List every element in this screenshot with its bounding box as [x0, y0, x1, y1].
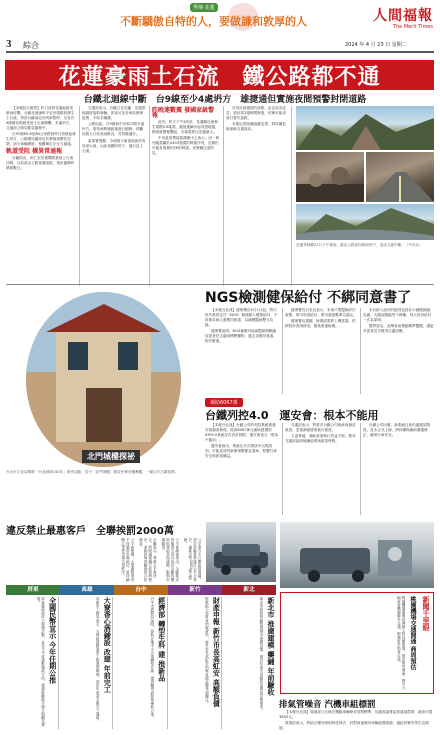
brand-name-en: The Merit Times [392, 24, 433, 30]
car-photo[interactable] [206, 522, 276, 582]
region-item-kaohsiung[interactable]: 大寮香心酒鋪設 改建 年前完工 高雄市工務局表示，大寮區道路改善工程進度順利，預計年底前全線完工通車。 [61, 597, 114, 729]
section-divider [6, 284, 434, 285]
region-tab-taichung[interactable]: 台中 [114, 585, 168, 595]
exhaust-test-illustration [280, 522, 434, 588]
column-divider [360, 423, 361, 515]
road-illustration [366, 152, 434, 202]
mountain-illustration [296, 106, 434, 150]
ngs-column-3: 本次納入給付的癌別包括非小細胞肺癌、乳癌、大腸直腸癌等十餘種，每人終身給付一次為原則。 醫界認為，此舉有助推動精準醫療，讓更多患者及早獲得合適治療。 [363, 308, 434, 334]
section-label: 綜合 [23, 41, 39, 50]
lab-photo-image [280, 522, 434, 588]
fine-headline[interactable]: 違反禁止最惠客戶 全聯挨罰2000萬 [6, 526, 174, 537]
brand-name-cn: 人間福報 [373, 8, 433, 24]
ngs-headline[interactable]: NGS檢測健保給付 不綁同意書了 [205, 290, 412, 306]
promo-banner [120, 3, 307, 37]
landslide-photo-1[interactable] [296, 106, 434, 150]
ngs-column-2: 健保署長石崇良表示，未來只要醫師評估需要，即可申請給付，將可嘉惠數萬名癌友。 健保署也提醒，檢測結果將上傳雲端，供跨院所查詢使用，避免重複檢測。 [285, 308, 357, 329]
region-tab-newtaipei[interactable]: 新北 [222, 585, 276, 595]
exhaust-headline[interactable]: 排氣管噪音 汽機車組標罰 [279, 700, 376, 710]
column-divider [79, 106, 80, 286]
railway-column-3: 台鐵公司回應，新系統目前仍處測試階段，並未正式上線，將持續與廠商溝通修正，確保行車安全。 [363, 423, 431, 437]
landslide-photo-4[interactable] [296, 204, 434, 240]
landslide-photo-3[interactable] [366, 152, 434, 202]
news-telescope-box[interactable] [280, 592, 434, 694]
city-gate-illustration [26, 292, 181, 467]
exhaust-body: 【本報台北訊】環境部公告修正機動車輛噪音管制標準，加重改裝排氣管違規罰則，最高可罰3600元。 環境部表示，將結合聲音照相科技執法，針對深夜噪音車輛加強取締，還給民眾安寧生活環境。 [279, 710, 433, 731]
lead-headline[interactable]: 花蓮豪雨土石流 鐵公路都不通 [5, 60, 434, 90]
lead-column-3: 昨晚連數震 發國家級警報 此外，昨天下午5時許，花蓮縣近海發生規模5.8地震，隨後連續多起有感地震，國家級警報響起，各地震度以花蓮最大。 中央氣象署地震測報中心表示，這一系列地震屬於0403強震的餘震序列，近期仍可能有規模5至6的餘震，民眾應注意防災。 [152, 107, 220, 156]
region-tab-bar [6, 585, 276, 595]
column-divider [149, 106, 150, 286]
lead-column-2: 交通部表示，台鐵已在宜蘭、花蓮兩地調度接駁車輛，旅客可至各車站辦理退票，不收手續費。 公路局說，台9線和中至和平間多處坍方，需待雨勢減緩後進行搶修，呼籲用路人行前查詢路況，勿冒險通行。 氣象署提醒，今明兩天東部地區仍有局部大雨，山區須嚴防坍方、落石及土石流。 [82, 106, 146, 153]
promo-pill: 秀傳 花蓮 [190, 3, 218, 12]
region-item-pingtung[interactable]: 全國民幣宣示 今年任期公推 屏東縣政府昨天舉辦活動，宣布今年度重點施政方向，強調推動地方創生與觀光發展。 [6, 597, 59, 729]
news-box-title: 新聞千里眼 [422, 596, 430, 631]
newspaper-logo[interactable] [367, 5, 433, 30]
region-item-newtaipei[interactable]: 新北市 推廣建模 藥鋪 年前驗收 新北市政府推動智慧城市建模計畫，預計年前完成驗收並開放民眾使用。 [259, 597, 275, 713]
column-divider [282, 308, 283, 394]
region-tab-kaohsiung[interactable]: 高雄 [60, 585, 114, 595]
railway-headline[interactable]: 台鐵列控4.0 運安會：根本不能用 [205, 409, 379, 422]
column-divider [360, 308, 361, 394]
lead-subhead: 台鐵北迴線中斷 台9線至少4處坍方 雄捷通但實施夜間預警封閉道路 [83, 95, 367, 105]
lead-column-1: 【本報綜合報導】昨日清晨花蓮地區受豪雨侵襲，台鐵北迴線和平至崇德路段發生土石流，導致台鐵南北向列車暫停，另有台9線蘇花路廊受到土石流衝擊，多處坍方，交通部公路局緊急搶修中。 台9T線85.6至88公里路段昨日清晨起發生坍方，公路總局隨即宣布實施預警性封閉，部分車輛滯留，相關單位正全力搶通。 軌道受阻 橋異常通報 台鐵指出，和仁至崇德間路基被土石流沖刷，目前改由公路客運接駁，預計搶修時間需數日。 [6, 106, 76, 171]
promo-slogan: 不斷驕傲自特的人，要做謙和敦厚的人 [120, 15, 307, 28]
lead-col3-subtitle: 昨晚連數震 發國家級警報 [152, 107, 215, 119]
page-number: 3 [6, 38, 12, 50]
column-divider [291, 106, 292, 286]
car-photo-image [206, 522, 276, 582]
lab-photo[interactable] [280, 522, 434, 588]
north-gate-caption: 台北市文化局舉辦「台北城城140年」系列活動，其中「北門城樓」開放民眾登樓參觀，一窺百年古蹟風華。 [6, 470, 179, 474]
landslide-photo-2[interactable] [296, 152, 364, 202]
region-news-grid [6, 597, 276, 729]
north-gate-label: 北門城樓探祕 [82, 450, 140, 463]
fine-vertical-text: 公平會今天召開委員會議，認定全聯實業違反公平交易法，處新台幣2000萬元罰鍰。 公平會調查指出，全聯要求供應商不得以低於全聯的價格供貨給其他通路，限制市場競爭。 全聯表示，尊重公平會決定，將研議後續行政救濟程序，並檢討與供應商的合約條款。 公平會強調，大型通路業者不得濫用市場地位，將持續關注零售市場交易秩序。 [121, 538, 202, 582]
landslide-photo-caption: 花蓮秀林鄉22日下午豪雨，蘇花公路部份路段坍方，造成交通中斷。〔中央社〕 [296, 243, 423, 247]
region-item-hsinchu[interactable]: 財產申報 新竹市長高虹安 高額負債 監察院公布財產申報資料，新竹市長高虹安申報負債金額受到關注。 [170, 597, 223, 729]
north-gate-photo[interactable] [26, 292, 181, 467]
valley-illustration [296, 204, 434, 240]
car-illustration [206, 522, 276, 582]
header-rule [6, 51, 434, 53]
subsidy-tag: 補助6067萬 [205, 398, 243, 407]
ngs-column-1: 【本報台北訊】健保署自5月1日起，將次世代基因定序（NGS）檢測納入健保給付，不再要求病人簽署同意書，以減輕醫病雙方負擔。 健保署說明，NGS檢測可協助醫師判斷癌症患者是否適用標靶藥物，過去須簽同意書，程序繁複。 [205, 308, 278, 344]
lead-column-4: 可見於被損毀的道路，由壹壹壹壹壹，預計需2週時間修復，民眾可能須改行替代道路。 本報記者陸續追蹤災情，將持續更新最新交通資訊。 [226, 106, 286, 132]
news-box-title-wrap [421, 596, 431, 656]
railway-column-1: 【本報台北訊】台鐵公司的列控系統被運安會調查發現，耗資6067萬元補助建置的ATP4.0系統存在設計缺陷，運安會直言「根本不能用」。 運安會指出，系統在多次測試中出現誤判，可能造成列車無預警緊急煞車，影響行車安全與旅客權益。 [205, 423, 279, 459]
railway-column-2: 交通部表示，將要求台鐵公司與承商檢討改善，並重新驗證系統可靠度。 立委質疑，補助款項執行效益不彰，要求交通部說明後續追責與改善時程。 [285, 423, 356, 444]
region-item-taichung[interactable]: 經濟部 轉型生科 建 推新品 台中市經發局說明，協助在地中小企業轉型升級，提供輔導資源與補助方案。 [115, 597, 168, 729]
region-tab-pingtung[interactable]: 屏東 [6, 585, 60, 595]
news-box-content: 桃園機場交通開通 商周預估 桃園機場捷運延伸線工程持續推進，預計明年通車，將可大幅改善機場聯外交通，服務更多旅客往返。 [397, 596, 416, 690]
debris-illustration [296, 152, 364, 202]
lead-col1-subtitle: 軌道受阻 橋異常通報 [6, 148, 63, 156]
region-tab-hsinchu[interactable]: 新竹 [168, 585, 222, 595]
issue-date: 2024 年 4 月 23 日 星期二 [345, 42, 407, 48]
column-divider [223, 106, 224, 286]
column-divider [282, 423, 283, 515]
